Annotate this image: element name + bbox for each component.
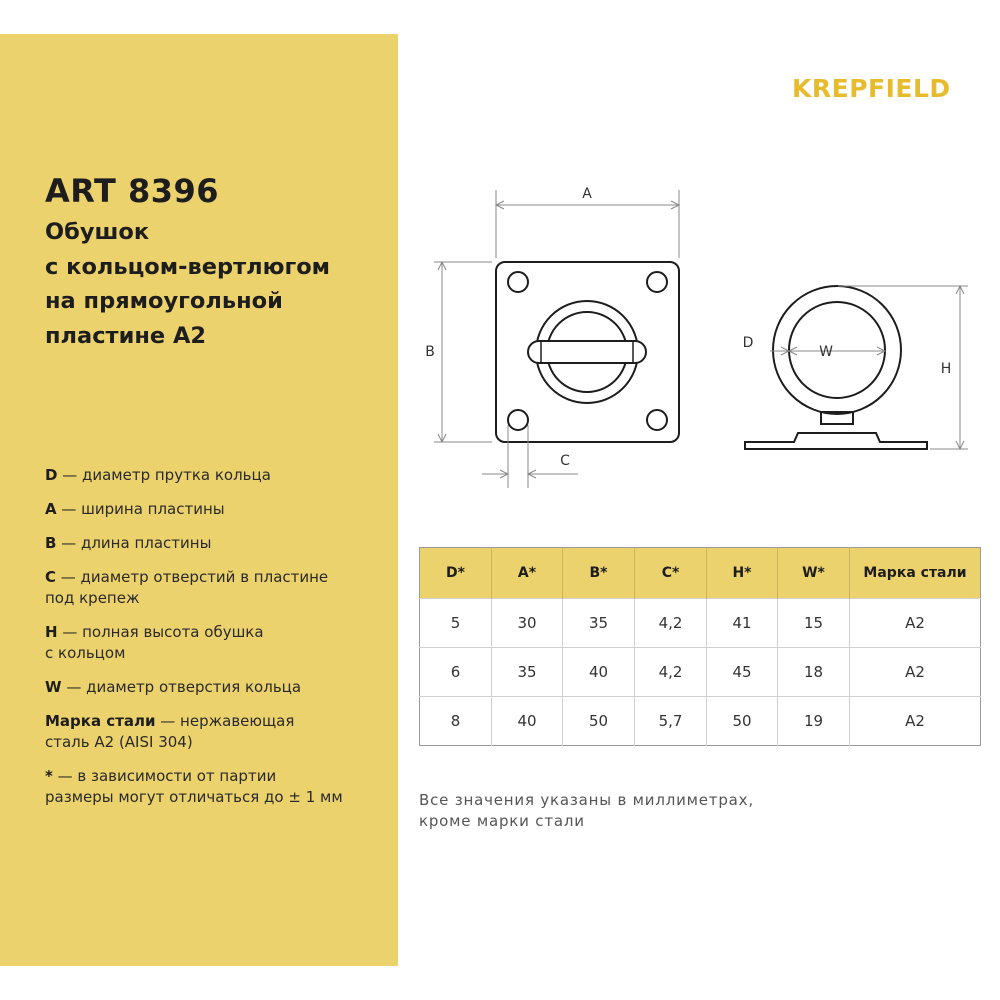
table-row — [420, 599, 981, 648]
specifications-table — [419, 547, 981, 746]
table-cell: 19 — [778, 697, 850, 746]
table-cell: 4,2 — [635, 599, 707, 648]
ring-side-view — [742, 286, 927, 449]
legend-text: — нержавеющая — [155, 712, 295, 730]
legend-key: A — [45, 500, 57, 518]
table-cell: 40 — [492, 697, 563, 746]
table-cell: 5 — [420, 599, 492, 648]
dimension-label-d: D — [742, 335, 754, 351]
table-cell: 45 — [707, 648, 778, 697]
legend-text: сталь А2 (AISI 304) — [45, 733, 193, 751]
units-note-line: Все значения указаны в миллиметрах, — [419, 791, 754, 809]
table-cell: 5,7 — [635, 697, 707, 746]
table-header-cell: C* — [635, 548, 707, 599]
table-cell: 50 — [563, 697, 635, 746]
product-title-line: пластине А2 — [45, 322, 207, 349]
legend-text: — диаметр прутка кольца — [57, 466, 271, 484]
table-cell: A2 — [850, 599, 981, 648]
dimension-label-b: B — [425, 344, 435, 360]
legend-text: — полная высота обушка — [57, 623, 264, 641]
table-cell: A2 — [850, 697, 981, 746]
units-note — [419, 790, 754, 832]
units-note-line: кроме марки стали — [419, 812, 585, 830]
legend-key: Марка стали — [45, 712, 156, 730]
table-header-cell: Марка стали — [850, 548, 981, 599]
legend-key: B — [45, 534, 57, 552]
table-cell: 15 — [778, 599, 850, 648]
dimension-label-c: C — [560, 453, 570, 469]
dimension-b — [434, 262, 492, 442]
table-header-cell: W* — [778, 548, 850, 599]
base-plate-profile — [745, 433, 927, 449]
mount-hole — [508, 410, 528, 430]
dimension-w — [789, 347, 885, 355]
table-cell: 4,2 — [635, 648, 707, 697]
table-cell: 50 — [707, 697, 778, 746]
legend-text: под крепеж — [45, 589, 140, 607]
table-cell: 35 — [563, 599, 635, 648]
article-number: ART 8396 — [45, 172, 219, 210]
mount-hole — [508, 272, 528, 292]
legend-key: * — [45, 767, 53, 785]
legend-text: — в зависимости от партии — [52, 767, 277, 785]
mount-hole — [647, 410, 667, 430]
dimension-label-a: A — [582, 186, 592, 202]
table-cell: 41 — [707, 599, 778, 648]
ring-inner — [789, 302, 885, 398]
legend-key: H — [45, 623, 58, 641]
table-header-cell: D* — [420, 548, 492, 599]
legend-text: — длина пластины — [56, 534, 212, 552]
legend-key: C — [45, 568, 57, 586]
table-cell: A2 — [850, 648, 981, 697]
table-cell: 35 — [492, 648, 563, 697]
legend-text: размеры могут отличаться до ± 1 мм — [45, 788, 343, 806]
legend-text: — ширина пластины — [56, 500, 225, 518]
dimension-label-w: W — [819, 344, 833, 360]
table-header-cell: A* — [492, 548, 563, 599]
table-cell: 18 — [778, 648, 850, 697]
legend-text: — диаметр отверстия кольца — [61, 678, 302, 696]
table-cell: 40 — [563, 648, 635, 697]
table-row — [420, 648, 981, 697]
legend-key: D — [45, 466, 58, 484]
product-title-line: Обушок — [45, 219, 150, 245]
plate-front-view — [496, 262, 679, 442]
table-cell: 8 — [420, 697, 492, 746]
product-title-line: с кольцом-вертлюгом — [45, 253, 331, 280]
table-header-cell: B* — [563, 548, 635, 599]
brand-logo: KREPFIELD — [792, 74, 951, 103]
table-cell: 30 — [492, 599, 563, 648]
product-title-line: на прямоугольной — [45, 288, 283, 314]
legend-text: — диаметр отверстий в пластине — [56, 568, 329, 586]
table-header-cell: H* — [707, 548, 778, 599]
ring-outer — [773, 286, 901, 414]
table-cell: 6 — [420, 648, 492, 697]
legend-text: с кольцом — [45, 644, 126, 662]
table-row — [420, 697, 981, 746]
mount-hole — [647, 272, 667, 292]
table-header-row — [420, 548, 981, 599]
dimension-label-h: H — [940, 361, 952, 377]
ring-bar — [528, 341, 646, 363]
legend-key: W — [45, 678, 62, 696]
